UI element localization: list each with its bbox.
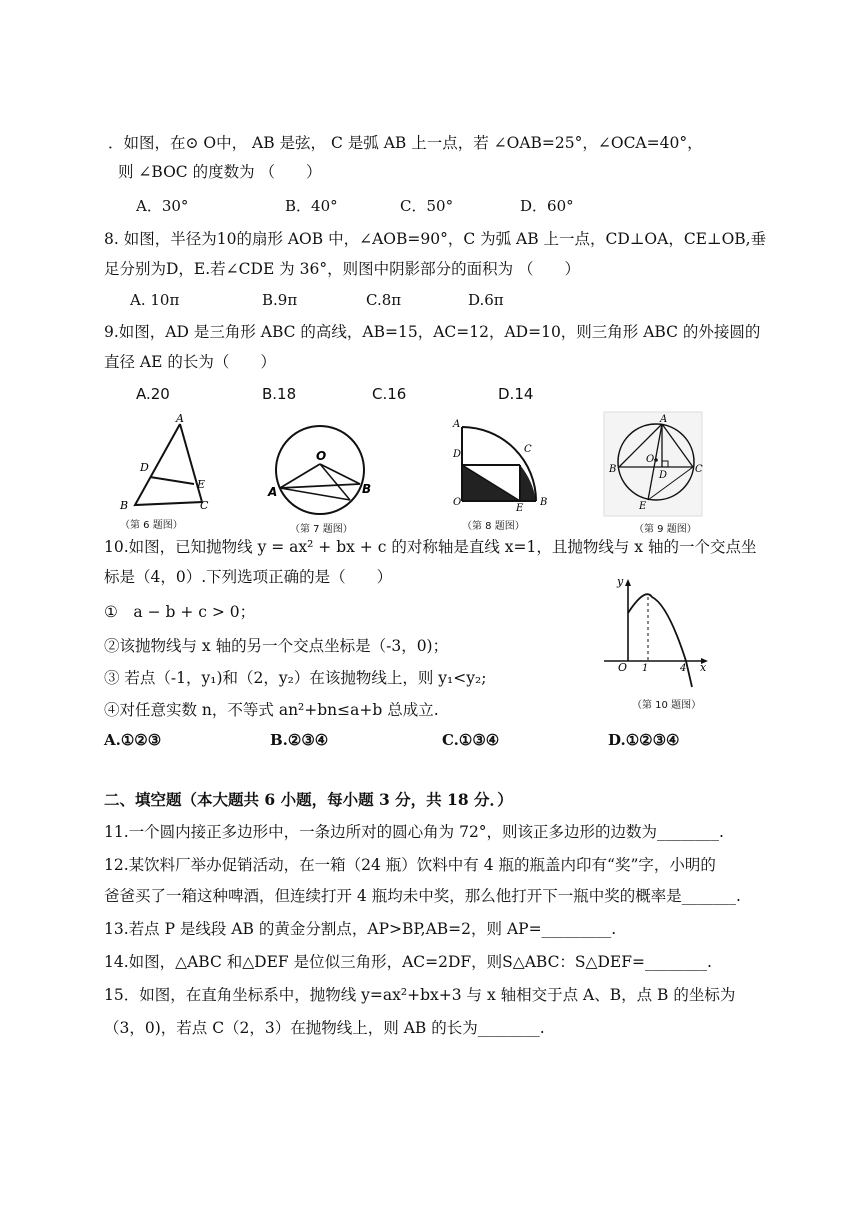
q7-line2: 则 ∠BOC 的度数为 （ ） — [118, 163, 322, 181]
figure-6 — [110, 410, 220, 518]
fig8-caption: （第 8 题图） — [462, 521, 525, 532]
q10-option-a: A.①②③ — [104, 731, 162, 749]
figure-8 — [450, 415, 560, 515]
q7-option-a: A．30° — [136, 197, 189, 215]
fig7-label-a: A — [268, 485, 278, 499]
q8-option-b: B.9π — [262, 291, 298, 309]
fig7-label-b: B — [362, 482, 372, 496]
q10-statement-2: ②该抛物线与 x 轴的另一个交点坐标是（-3，0)； — [104, 637, 449, 655]
q9-option-c: C.16 — [372, 385, 407, 403]
fig8-label-d: D — [453, 449, 462, 460]
q7-option-c: C．50° — [400, 197, 454, 215]
q10-statement-1: ① a − b + c > 0； — [104, 603, 256, 621]
fig6-label-a: A — [176, 412, 184, 425]
q10-statement-4: ④对任意实数 n，不等式 an²+bn≤a+b 总成立. — [104, 701, 439, 719]
figure-7 — [268, 418, 378, 518]
q7-line1: ．如图，在⊙ O中， AB 是弦， C 是弧 AB 上一点，若 ∠OAB=25°，∠OCA=40°， — [108, 134, 703, 152]
fig7-caption: （第 7 题图） — [290, 524, 353, 535]
fig10-label-x: x — [700, 661, 707, 674]
q7-option-d: D．60° — [520, 197, 574, 215]
q8-line1: 8. 如图，半径为10的扇形 AOB 中，∠AOB=90°，C 为弧 AB 上一点，CD⊥OA，CE⊥OB,垂 — [104, 230, 767, 248]
fig10-label-1: 1 — [642, 663, 649, 674]
fig6-label-d: D — [140, 461, 149, 474]
q11-text: 11.一个圆内接正多边形中，一条边所对的圆心角为 72°，则该正多边形的边数为________. — [104, 823, 724, 841]
figure-10 — [600, 575, 712, 693]
q10-option-b: B.②③④ — [270, 731, 329, 749]
q8-line2: 足分别为D，E.若∠CDE 为 36°，则图中阴影部分的面积为 （ ） — [104, 260, 581, 278]
fig6-caption: （第 6 题图） — [120, 520, 183, 531]
fig9-label-e: E — [639, 501, 647, 512]
q10-option-c: C.①③④ — [442, 731, 500, 749]
fig6-label-e: E — [197, 478, 206, 491]
q8-option-d: D.6π — [468, 291, 504, 309]
fig8-label-c: C — [524, 444, 532, 455]
q12-line1: 12.某饮料厂举办促销活动，在一箱（24 瓶）饮料中有 4 瓶的瓶盖内印有“奖”字，小明的 — [104, 856, 716, 874]
fig10-label-y: y — [617, 575, 624, 588]
fig9-label-c: C — [695, 464, 703, 475]
q9-line2: 直径 AE 的长为（ ） — [104, 353, 276, 371]
fig6-label-c: C — [200, 499, 209, 512]
fig8-label-o: O — [453, 497, 462, 508]
q8-option-c: C.8π — [366, 291, 402, 309]
section2-heading: 二、填空题（本大题共 6 小题，每小题 3 分，共 18 分．） — [104, 790, 513, 809]
fig6-label-b: B — [120, 499, 129, 512]
fig9-label-o: O — [646, 454, 655, 465]
q9-option-d: D.14 — [498, 385, 534, 403]
q10-line2: 标是（4，0）.下列选项正确的是（ ） — [104, 568, 393, 586]
q10-line1: 10.如图，已知抛物线 y = ax² + bx + c 的对称轴是直线 x=1，且抛物线与 x 轴的一个交点坐 — [104, 538, 757, 556]
q9-line1: 9.如图，AD 是三角形 ABC 的高线，AB=15，AC=12，AD=10，则三角形 ABC 的外接圆的 — [104, 323, 761, 341]
figure-9 — [604, 412, 704, 518]
q8-option-a: A. 10π — [130, 291, 180, 309]
fig9-label-d: D — [659, 470, 668, 481]
fig8-label-b: B — [540, 497, 548, 508]
fig8-label-a: A — [453, 419, 461, 430]
q10-statement-3: ③ 若点（-1，y₁)和（2，y₂）在该抛物线上，则 y₁<y₂; — [104, 669, 487, 687]
fig7-label-o: O — [316, 449, 327, 463]
q13-text: 13.若点 P 是线段 AB 的黄金分割点，AP>BP,AB=2，则 AP=_________. — [104, 920, 617, 938]
q15-line2: （3，0)，若点 C（2，3）在抛物线上，则 AB 的长为________. — [104, 1019, 545, 1037]
fig10-label-4: 4 — [680, 663, 687, 674]
fig10-caption: （第 10 题图） — [632, 700, 702, 711]
q9-option-b: B.18 — [262, 385, 297, 403]
fig9-label-a: A — [660, 414, 668, 425]
fig10-label-o: O — [618, 661, 628, 674]
q9-option-a: A.20 — [136, 385, 170, 403]
q7-option-b: B．40° — [285, 197, 338, 215]
q12-line2: 爸爸买了一箱这种啤酒，但连续打开 4 瓶均未中奖，那么他打开下一瓶中奖的概率是_______. — [104, 887, 741, 905]
q10-option-d: D.①②③④ — [608, 731, 680, 749]
fig9-label-b: B — [609, 464, 617, 475]
q15-line1: 15．如图，在直角坐标系中，抛物线 y=ax²+bx+3 与 x 轴相交于点 A、B，点 B 的坐标为 — [104, 986, 736, 1004]
q14-text: 14.如图，△ABC 和△DEF 是位似三角形，AC=2DF，则S△ABC：S△DEF=________. — [104, 953, 712, 971]
fig9-caption: （第 9 题图） — [634, 524, 697, 535]
fig8-label-e: E — [516, 503, 524, 514]
